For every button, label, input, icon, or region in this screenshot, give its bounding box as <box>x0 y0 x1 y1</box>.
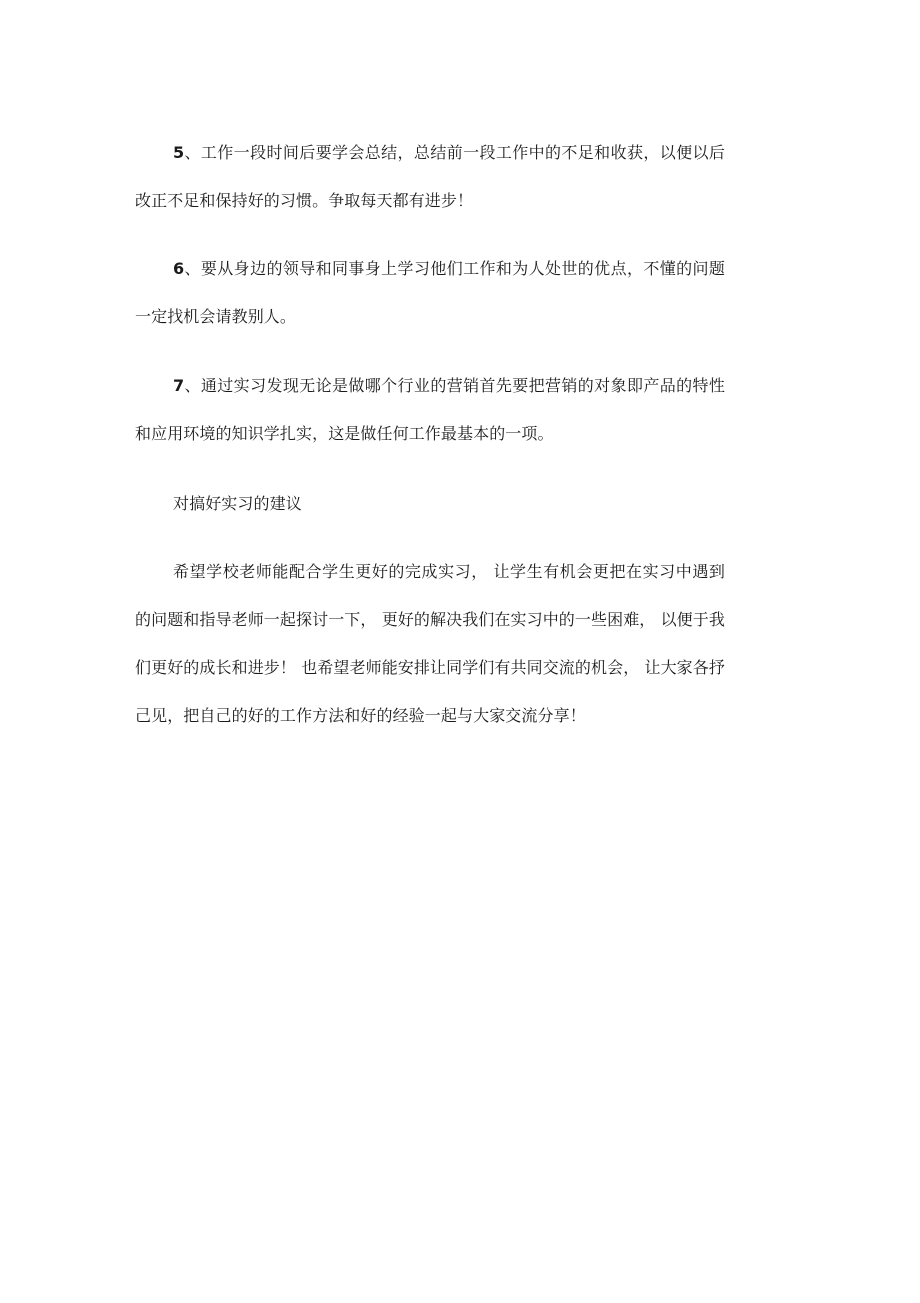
item-number: 7 <box>173 376 185 395</box>
item-text: 、通过实习发现无论是做哪个行业的营销首先要把营销的对象即产品的特性和应用环境的知识学扎实，这是做任何工作最基本的一项。 <box>135 376 725 443</box>
closing-paragraph: 希望学校老师能配合学生更好的完成实习， 让学生有机会更把在实习中遇到的问题和指导老师一起探讨一下， 更好的解决我们在实习中的一些困难， 以便于我们更好的成长和进步！ 也希望老师能安排让同学们有共同交流的机会， 让大家各抒己见，把自己的好的工作方法和好的经验一起与大家交流分享！ <box>135 562 725 725</box>
list-item-7 <box>135 362 725 458</box>
list-item-6 <box>135 245 725 341</box>
list-item-5 <box>135 129 725 225</box>
item-text: 、工作一段时间后要学会总结，总结前一段工作中的不足和收获，以便以后改正不足和保持好的习惯。争取每天都有进步！ <box>135 143 725 210</box>
item-number: 6 <box>173 259 185 278</box>
item-number: 5 <box>173 143 185 162</box>
item-text: 、要从身边的领导和同事身上学习他们工作和为人处世的优点，不懂的问题一定找机会请教别人。 <box>135 259 725 326</box>
section-heading: 对搞好实习的建议 <box>173 494 302 513</box>
